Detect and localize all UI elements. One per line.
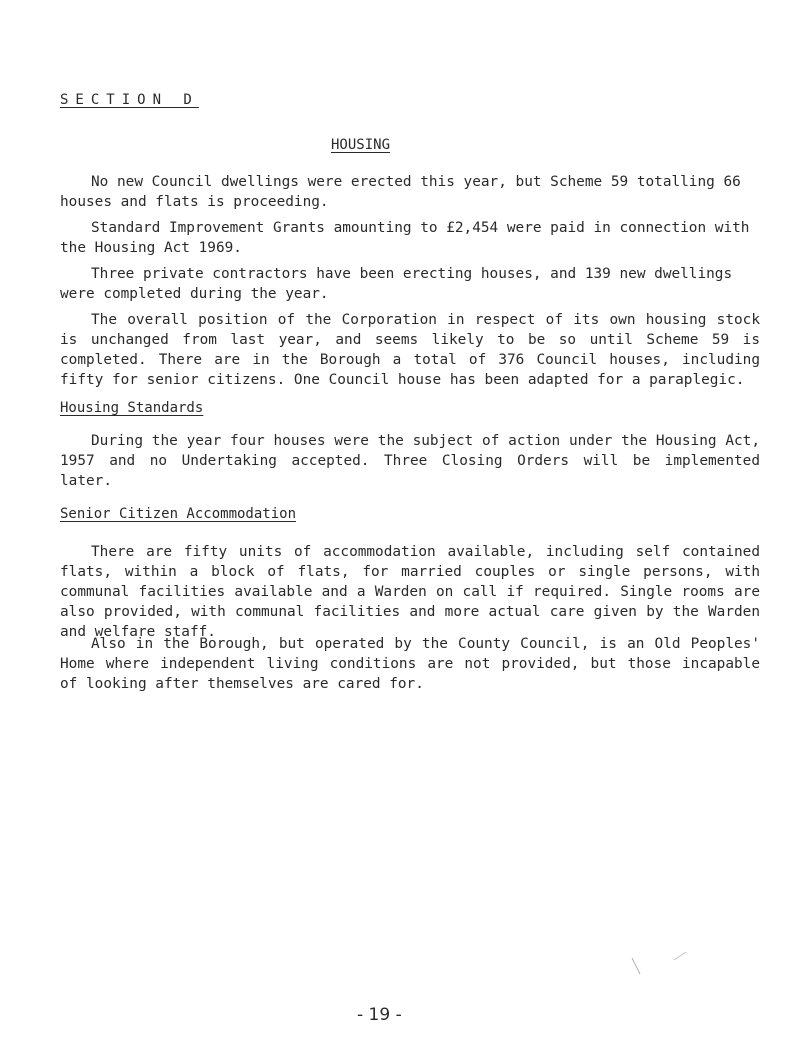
paragraph-improvement-grants: Standard Improvement Grants amounting to £2,454 were paid in connection with the Housing Act 1969. xyxy=(60,220,750,256)
paragraph-overall-position: The overall position of the Corporation in respect of its own housing stock is unchanged from last year, and seems likely to be so until Scheme 59 is completed. There are in the Borough a total of 376 Council houses, including fifty for senior citizens. One Council house has been adapted for a paraplegic. xyxy=(60,312,760,388)
heading-housing-standards: Housing Standards xyxy=(60,400,204,416)
paragraph-no-new-dwellings: No new Council dwellings were erected this year, but Scheme 59 totalling 66 houses and flats is proceeding. xyxy=(60,174,741,210)
paragraph-private-contractors: Three private contractors have been erecting houses, and 139 new dwellings were completed during the year. xyxy=(60,266,733,302)
section-label: SECTION D xyxy=(60,92,199,108)
paragraph-housing-standards: During the year four houses were the subject of action under the Housing Act, 1957 and no Undertaking accepted. Three Closing Orders will be implemented later. xyxy=(60,433,760,489)
heading-senior-citizen-accommodation: Senior Citizen Accommodation xyxy=(60,506,297,522)
page-title: HOUSING xyxy=(331,137,391,153)
pencil-mark-icon xyxy=(630,950,690,980)
paragraph-senior-citizen-units: There are fifty units of accommodation available, including self contained flats, within a block of flats, for married couples or single persons, with communal facilities available and a Warden on call if required. Single rooms are also provided, with communal facilities and more actual care given by the Warden and welfare staff. xyxy=(60,544,760,640)
paragraph-old-peoples-home: Also in the Borough, but operated by the County Council, is an Old Peoples' Home where independent living conditions are not provided, but those incapable of looking after themselves are cared for. xyxy=(60,636,760,692)
page-number: - 19 - xyxy=(357,1005,402,1025)
